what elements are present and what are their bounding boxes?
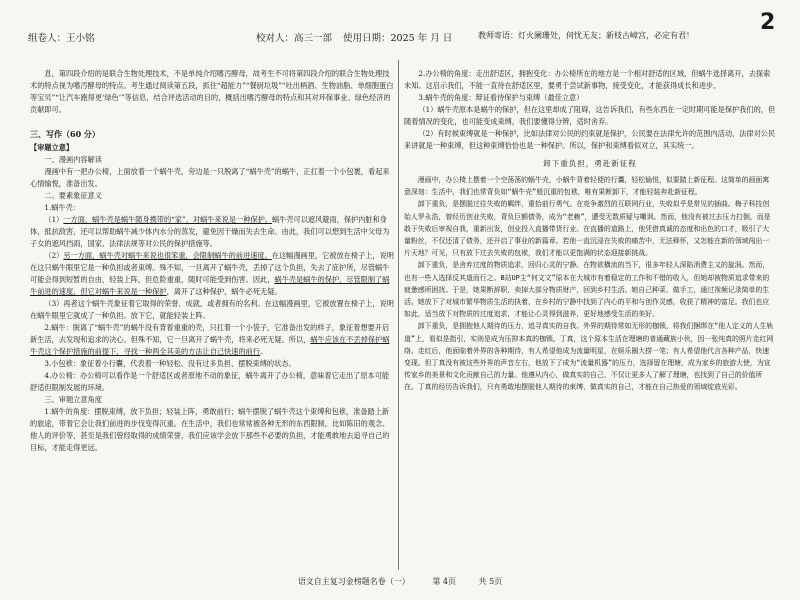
essay-paragraph: 卸下重负，是舍弃过度的物质追求，回归心灵的宁静。在物欲横流的当下，很多年轻人深陷消费主义的旋涡。然而，也有一些人选择反其道而行之。B站UP主“何文文”原本在大城市有着稳定的工作和不错的收入，但她却被物质追求带来的疲惫感所困扰。于是，她果断辞职，卖掉大部分物质财产，回到乡村生活。她自己种菜、做手工，通过视频记录简单的生活。她放下了对城市繁华物质生活的执着，在乡村的宁静中找到了内心的平和与创作灵感，收获了精神的富足。我们也应如此，适当放下对物质的过度追求，才能让心灵得到滋养，更好地感受生活的美好。 <box>404 261 770 319</box>
shell-heading: 1.蜗牛壳： <box>44 203 80 212</box>
essay-title: 卸下重负担，勇赴新征程 <box>543 159 637 168</box>
shell-1-prefix: （1） <box>44 215 64 224</box>
section-title: 三、写作（60 分） <box>30 129 100 139</box>
right-column <box>404 68 776 568</box>
angle-2: 2.办公椅的角度：走出舒适区，拥抱变化：办公椅所在的地方是一个相对舒适的区域，但蜗牛选择离开，去探索未知。这启示我们，不能一直待在舒适区里，要勇于尝试新事物，接受变化，才能获得成长和进步。 <box>404 69 771 90</box>
cartoon-heading: 一、漫画内容解读 <box>44 155 102 164</box>
snail-underline: 蜗牛应该在不丢掉保护蜗牛壳这个保护措施的前提下，寻找一种两全其美的方法让自己快速的前行 <box>30 335 390 356</box>
footer-total: 共 5页 <box>478 577 503 586</box>
handwritten-page-mark: 2 <box>760 10 776 35</box>
snail-paragraph <box>30 322 396 358</box>
snail-rest: 。 <box>260 347 268 356</box>
angle-1: 1.蜗牛的角度：摆脱束缚，放下负担；轻装上阵，勇敢前行；蜗牛摆脱了蜗牛壳这个束缚和包袱，准备踏上新的旅途，带着它会让我们前进的步伐变得沉重。在生活中，我们也常常被各种无形的东西限制，比如陈旧的观念、他人的评价等，甚至是我们曾经取得的成绩荣誉，我们应该学会放下那些不必要的负担，才能勇敢地去追寻自己的目标，才能走得更远。 <box>30 407 390 452</box>
essay-paragraph: 卸下重负，是摆脱过往失败的羁绊，重拾前行勇气。在竞争激烈的互联网行业，失败似乎是常见的插曲。梅子科技创始人罗永浩，曾经历创业失败，背负巨额债务，成为“老赖”，遭受无数质疑与嘲讽。然而，他没有被过去压力打倒，而是敢于失败后审视自我，重新出发，创业投入直播带货行业。在直播的道路上，他凭借真诚的态度和出色的口才，吸引了大量粉丝，不仅还清了债务，还开启了事业的新篇章。若他一直沉浸在失败的痛苦中，无法释怀，又怎能在新的领域闯出一片天地？可见，只有放下过去失败的包袱，我们才能以更饱满的状态迎接新挑战。 <box>404 200 771 258</box>
page-footer <box>0 576 800 587</box>
footer-title: 语文自主复习金榜题名卷（一） <box>297 577 410 586</box>
shell-1-rest: 蜗牛壳可以遮风避雨，保护内脏和身体，抵抗敌害，还可以帮助蜗牛减少体内水分的蒸发，避免因干燥而失去生命。由此，我们可以想到生活中父母为子女的遮风挡雨，国家、法律法规等对公民的保护措施等。 <box>30 215 390 248</box>
shell-2-underline: 另一方面，蜗牛壳对蜗牛来说也很笨重，会限制蜗牛的前进速度。 <box>63 251 272 260</box>
use-date: 使用日期：2025 年 月 日 <box>343 33 453 44</box>
column-divider <box>398 60 399 570</box>
footer-page: 第 4页 <box>432 577 456 586</box>
angle-3-heading: 3.蜗牛壳的角度：辩证看待保护与束缚（最佳立意） <box>418 93 584 102</box>
snail-prefix: 2.蜗牛：脱离了“蜗牛壳”的蜗牛没有背着重重的壳，只扛着一个小袋子，它准备出发的样子，象征着想要开启新生活，去发现和追求的决心。但殊不知，它一旦离开了蜗牛壳，将来必死无疑。所以， <box>30 323 390 344</box>
shell-point-1 <box>30 214 396 250</box>
cartoon-description: 漫画中有一把办公椅，上面放着一个蜗牛壳，旁边是一只脱离了“蜗牛壳”的蜗牛，正扛着一个小包裹，看起来心情愉悦，准备出发。 <box>30 167 390 188</box>
chair-paragraph: 4.办公椅：办公椅可以看作是一个舒适区或者原地不动的象征，蜗牛离开了办公椅，意味着它走出了原本可能舒适但限制发展的环境。 <box>30 371 390 392</box>
shell-point-3: （3）再者这个蜗牛壳象征着它取得的荣誉、成就，或者拥有的名利。在这幅漫画里，它被放置在椅子上，说明在蜗牛眼里它就成了一种负担。放下它，就能轻装上阵。 <box>30 299 394 320</box>
angle-heading: 三、审题立意角度 <box>44 395 102 404</box>
shell-point-2 <box>30 250 396 298</box>
elements-heading: 二、要素象征意义 <box>44 191 102 200</box>
shell-2-mid: 在这幅漫画里，它被放在椅子上，说明在这只蜗牛眼里它是一种负担或者束缚。殊不知，一旦离开了蜗牛壳，丢掉了这个负担，失去了庇护所，尽管蜗牛可能会得到短暂的自由，轻装上阵，但危险重重，随时可能受到伤害。因此， <box>30 251 394 284</box>
left-column <box>30 68 396 568</box>
shell-2-rest: ，离开了这种保护，蜗牛必死无疑。 <box>166 287 282 296</box>
shell-2-prefix: （2） <box>44 251 64 260</box>
bag-paragraph: 3.小包袱：象征着小行囊，代表着一种轻松、没有过多负担、摆脱束缚的状态。 <box>44 359 296 368</box>
shell-2-underline-2: 蜗牛壳是蜗牛的保护，尽管限制了蜗牛前进的速度，但它对蜗牛来说是一种保护 <box>30 275 390 296</box>
teacher-motto: 教师寄语：灯火阑珊处，何忧无友；新枝古嶂宫，必定有君！ <box>478 31 694 40</box>
proofreader: 校对人：高三一部 <box>256 33 333 44</box>
essay-paragraph: 卸下重负，是拥抱他人期待的压力，追寻真实的自我。外界的期待常如无形的枷锁，将我们捆绑在“他人定义的人生轨道”上，看似是指引，实则是成为压抑本真的枷锁。丁真，这个原本生活在理塘的普通藏族小伙，因一张纯真的照片走红网络。走红后，他面临着外界的各种期待，有人希望他成为流量明星，在娱乐圈大捞一笔；有人希望他代言各种产品，快速变现。但丁真没有被这些外界的声音左右，他放下了成为“流量机器”的压力，选择留在理塘，成为家乡的旅游大使，为宣传家乡的美景和文化贡献自己的力量。他遵从内心，做真实的自己，不仅让更多人了解了理塘，也找到了自己的价值所在。丁真的经历告诉我们，只有勇敢地摆脱他人期待的束缚，做真实的自己，才能在自己热爱的领域绽放光彩。 <box>404 322 774 392</box>
intro-paragraph: 息，第四段介绍的是联合生物处理技术，不是单纯介绍嗜汚酵母，故考生不可将第四段介绍的联合生物处理技术的特点视为嗜汚酵母的特点。考生通过阅读第五段，抓住“超能力”“餐厨垃圾”“吐出柄酒、生物油脂、单细胞蛋白等宝贝”“让汽车跑得更‘绿色’”等信息，结合评选活动的目的，概括出嗜汚酵母的特点和其对环保事业、绿色经济的贡献即可。 <box>30 69 394 114</box>
angle-3-point-2: （2）有时候束缚就是一种保护，比如法律对公民的约束就是保护，公民要在法律允许的范围内活动，法律对公民来讲就是一种束缚，但这种束缚恰恰也是一种保护。所以，保护和束缚看似对立，其实统一。 <box>404 129 776 150</box>
spacer <box>30 116 396 126</box>
idea-heading: 【审题立意】 <box>30 143 74 152</box>
group-leader: 组卷人：王小铭 <box>28 33 95 44</box>
shell-1-underline: 一方面，蜗牛壳是蜗牛随身携带的“家”，对蜗牛来说是一种保护。 <box>63 215 272 224</box>
model-essay <box>404 174 776 394</box>
essay-paragraph: 漫画中，办公椅上摆着一个空荡荡的蜗牛壳，小蜗牛背着轻便的行囊，轻松愉悦，似要踏上新征程。这简单的画面寓意深刻：生活中，我们也常背负如“蜗牛壳”般沉重的包袱，唯有果断卸下，才能轻装奔赴新征程。 <box>404 176 770 197</box>
angle-3-point-1: （1）蜗牛壳原本是蜗牛的保护，但在这里却成了阻碍，这告诉我们，有些东西在一定时期可能是保护我们的，但随着情况的变化，也可能变成束缚，我们要懂得分辨，适时舍弃。 <box>404 105 776 126</box>
